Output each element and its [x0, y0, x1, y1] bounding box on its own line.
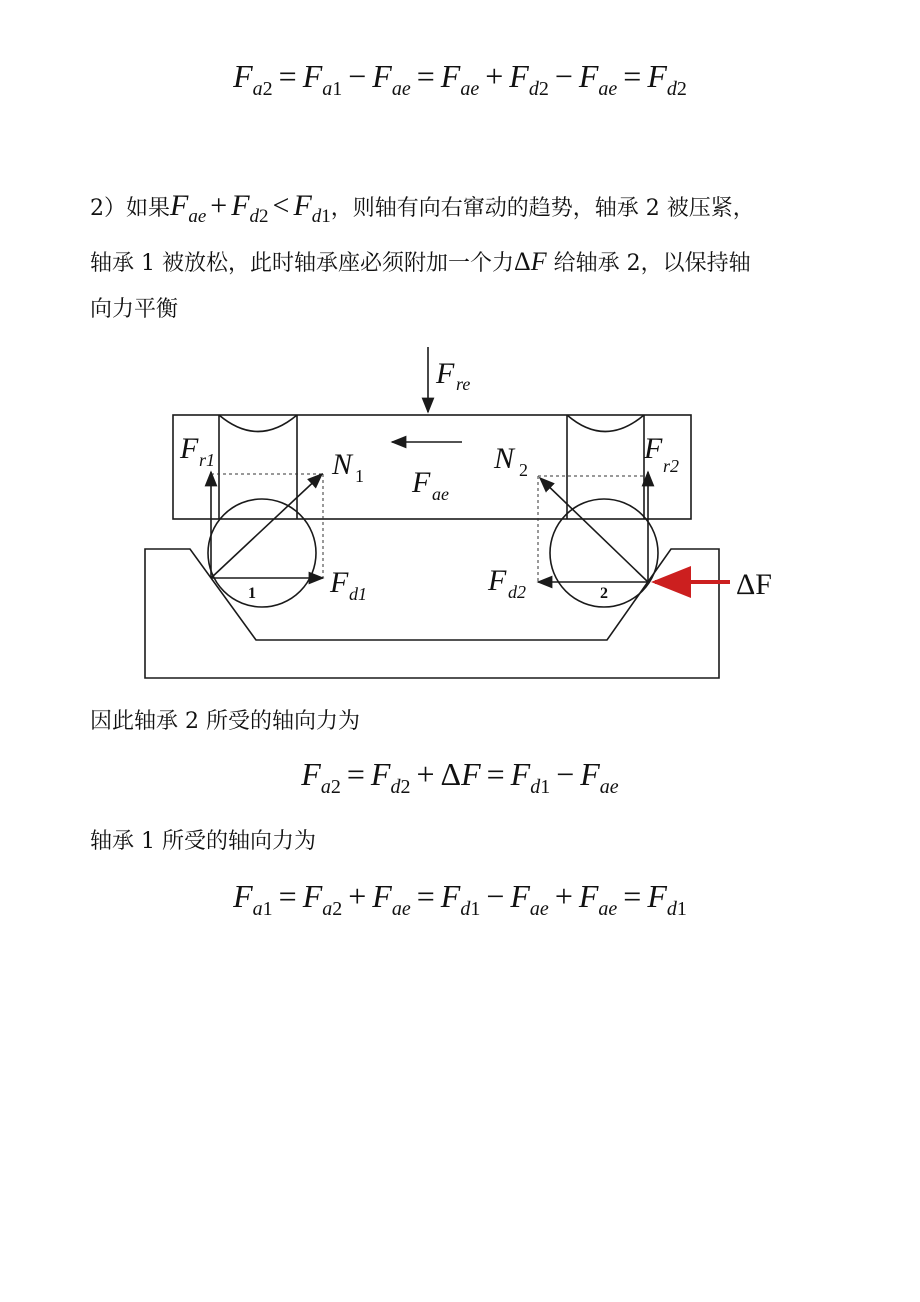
equation-3: $F_{a1} = F_{a2} + F_{ae} = F_{d1} - F_{ae} + F_{ae} = F_{d1}$	[233, 878, 687, 920]
para-line2-a: 轴承 1 被放松，此时轴承座必须附加一个力	[90, 251, 514, 276]
label-fr1-sub: r1	[199, 450, 216, 470]
label-fae-F: F	[412, 466, 431, 499]
arrow-n1	[211, 474, 322, 578]
label-n1-sub: 1	[355, 466, 364, 486]
para-suffix-1: ，则轴有向右窜动的趋势，轴承 2 被压紧，	[330, 196, 755, 221]
label-fd2-F: F	[488, 564, 507, 597]
caption-bearing-1: 轴承 1 所受的轴向力为	[90, 829, 316, 854]
label-fae-sub: ae	[432, 484, 449, 504]
paragraph-condition	[90, 186, 850, 237]
paragraph-line3: 向力平衡	[90, 297, 179, 322]
equation-2: $F_{a2} = F_{d2} + \Delta F = F_{d1} - F_{ae}$	[301, 756, 619, 798]
equation-1: $F_{a2} = F_{a1} - F_{ae} = F_{ae} + F_{d2} - F_{ae} = F_{d2}$	[233, 58, 687, 100]
label-fd2-sub: d2	[508, 582, 526, 602]
label-roller-1: 1	[248, 585, 256, 602]
label-fd1-F: F	[330, 566, 349, 599]
arrow-n2	[540, 478, 648, 582]
bearing-diagram	[0, 335, 920, 685]
para-line2-b: 给轴承 2，以保持轴	[553, 251, 751, 276]
label-n2-N: N	[494, 442, 515, 475]
roller-1	[208, 499, 316, 607]
label-n1-N: N	[332, 448, 353, 481]
label-n2-sub: 2	[519, 460, 528, 480]
label-fd1-sub: d1	[349, 584, 367, 604]
paragraph-line2	[90, 242, 850, 284]
label-fre-sub: re	[456, 374, 471, 394]
label-fr1-F: F	[180, 432, 199, 465]
inline-delta-f: ΔF	[514, 247, 547, 276]
para-prefix: 2）如果	[90, 196, 170, 221]
label-fr2-F: F	[644, 432, 663, 465]
label-fre-F: F	[436, 357, 455, 390]
label-roller-2: 2	[600, 585, 608, 602]
caption-bearing-2: 因此轴承 2 所受的轴向力为	[90, 709, 360, 734]
label-fr2-sub: r2	[663, 456, 680, 476]
inline-inequality: $F_{ae} + F_{d2} < F_{d1}$	[170, 189, 331, 227]
label-delta-f: ΔF	[736, 568, 772, 601]
